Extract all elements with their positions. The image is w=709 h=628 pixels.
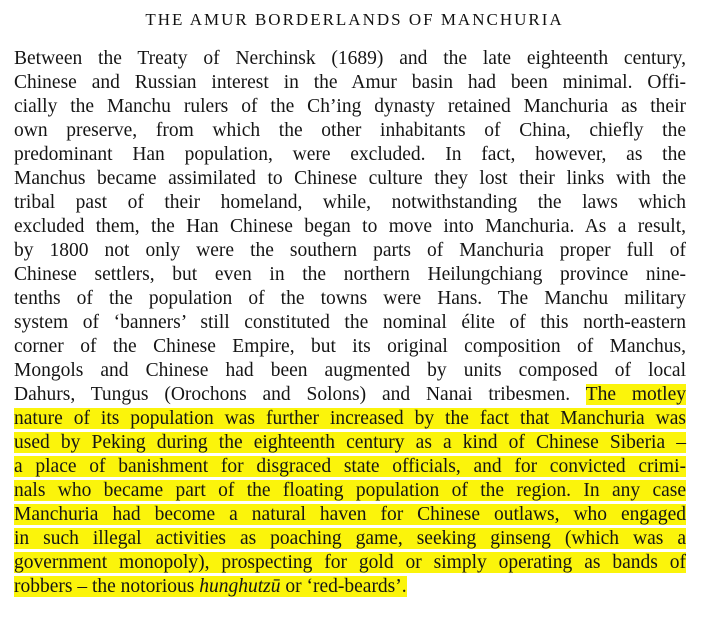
line-text: tenths of the population of the towns were Hans. The Manchu military: [14, 288, 686, 309]
highlighted-text: nature of its population was further increased by the fact that Manchuria was: [14, 408, 686, 429]
highlighted-text: nals who became part of the floating population of the region. In any case: [14, 480, 686, 501]
line-text: predominant Han population, were excluded. In fact, however, as the: [14, 144, 686, 165]
text-line: [14, 455, 686, 479]
line-text: cially the Manchu rulers of the Ch’ing dynasty retained Manchuria as their: [14, 96, 686, 117]
text-line: [14, 383, 686, 407]
line-text: Chinese settlers, but even in the northern Heilungchiang province nine-: [14, 264, 686, 285]
line-text: Mongols and Chinese had been augmented by units composed of local: [14, 360, 686, 381]
text-line: [14, 359, 686, 383]
text-line: [14, 263, 686, 287]
running-head: THE AMUR BORDERLANDS OF MANCHURIA: [145, 10, 564, 29]
text-line: [14, 119, 686, 143]
text-line: [14, 551, 686, 575]
text-line: [14, 311, 686, 335]
highlighted-text: a place of banishment for disgraced state officials, and for convicted crimi-: [14, 456, 686, 477]
text-line: [14, 239, 686, 263]
text-line: [14, 95, 686, 119]
line-text: tribal past of their homeland, while, notwithstanding the laws which: [14, 192, 686, 213]
highlighted-italic-term: hunghutzū: [199, 576, 281, 597]
line-text: corner of the Chinese Empire, but its original composition of Manchus,: [14, 336, 686, 357]
line-text: Chinese and Russian interest in the Amur basin had been minimal. Offi-: [14, 72, 686, 93]
line-text: excluded them, the Han Chinese began to move into Manchuria. As a result,: [14, 216, 686, 237]
highlighted-text: The motley: [585, 384, 686, 405]
text-line: [14, 527, 686, 551]
text-line: [14, 575, 686, 599]
highlighted-text: or ‘red-beards’.: [280, 576, 407, 597]
line-text: Dahurs, Tungus (Orochons and Solons) and Nanai tribesmen.: [14, 384, 586, 405]
text-line: [14, 335, 686, 359]
line-text: Between the Treaty of Nerchinsk (1689) and the late eighteenth century,: [14, 48, 686, 69]
text-line: [14, 143, 686, 167]
highlighted-text: Manchuria had become a natural haven for Chinese outlaws, who engaged: [14, 504, 686, 525]
highlighted-text: robbers – the notorious: [14, 576, 200, 597]
text-line: [14, 191, 686, 215]
highlighted-text: used by Peking during the eighteenth century as a kind of Chinese Siberia –: [14, 432, 686, 453]
highlighted-text: government monopoly), prospecting for gold or simply operating as bands of: [14, 552, 686, 573]
text-line: [14, 431, 686, 455]
text-line: [14, 167, 686, 191]
line-text: by 1800 not only were the southern parts of Manchuria proper full of: [14, 240, 686, 261]
text-line: [14, 479, 686, 503]
text-line: [14, 47, 686, 71]
highlighted-text: in such illegal activities as poaching game, seeking ginseng (which was a: [14, 528, 686, 549]
text-line: [14, 407, 686, 431]
text-line: [14, 503, 686, 527]
text-line: [14, 287, 686, 311]
line-text: system of ‘banners’ still constituted the nominal élite of this north-eastern: [14, 312, 686, 333]
text-line: [14, 71, 686, 95]
line-text: own preserve, from which the other inhabitants of China, chiefly the: [14, 120, 686, 141]
text-line: [14, 215, 686, 239]
line-text: Manchus became assimilated to Chinese culture they lost their links with the: [14, 168, 686, 189]
